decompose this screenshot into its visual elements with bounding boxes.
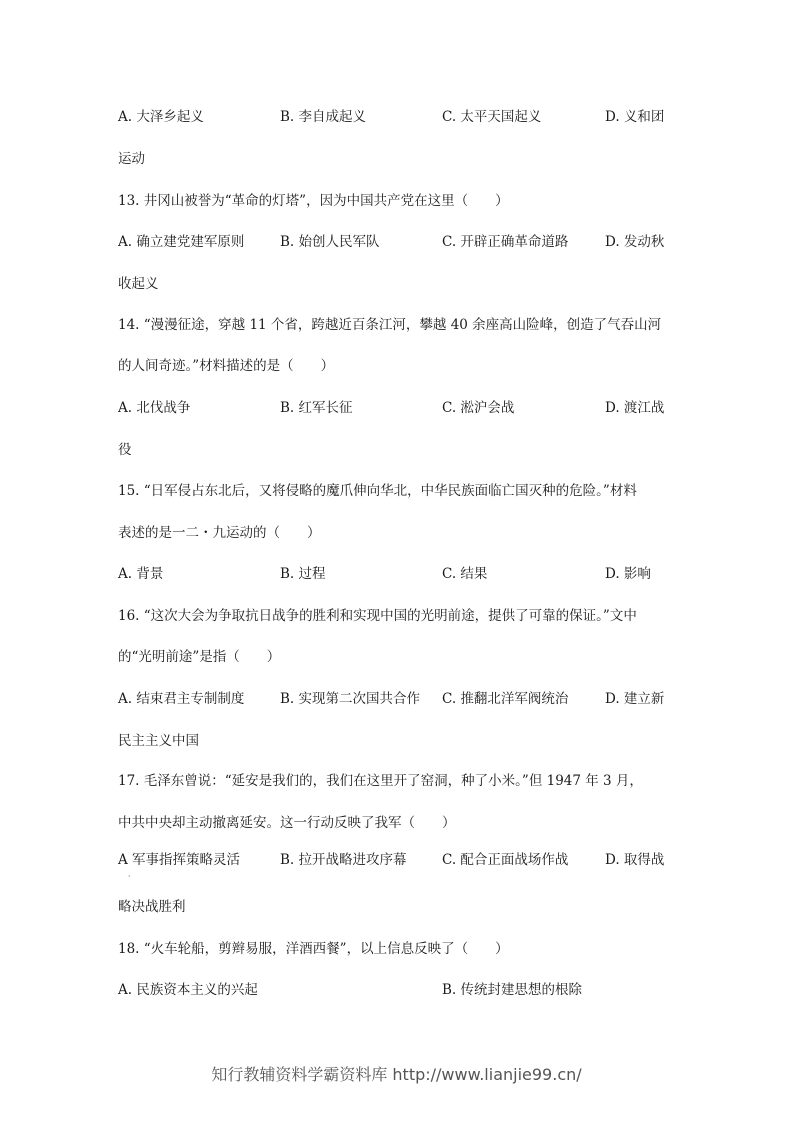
q14-option-a: A. 北伐战争 — [118, 400, 191, 416]
q13-option-c: C. 开辟正确革命道路 — [442, 234, 569, 250]
q16-stem-line2: 的“光明前途”是指（ ） — [118, 649, 281, 665]
q16-option-c: C. 推翻北洋军阀统治 — [442, 691, 569, 707]
q15-option-a: A. 背景 — [118, 566, 164, 582]
q17-option-c: C. 配合正面战场作战 — [442, 852, 569, 868]
q17-option-d: D. 取得战 — [605, 852, 665, 868]
q17-stem-line2: 中共中央却主动撤离延安。这一行动反映了我军（ ） — [118, 815, 456, 831]
footer-source: 知行教辅资料学霸资料库 http://www.lianjie99.cn/ — [211, 1065, 582, 1084]
q12-option-b: B. 李自成起义 — [280, 109, 367, 125]
q18-option-a: A. 民族资本主义的兴起 — [118, 982, 258, 998]
q14-stem-line2: 的人间奇迹。”材料描述的是（ ） — [118, 358, 335, 374]
q15-option-b: B. 过程 — [280, 566, 326, 582]
q13-option-d: D. 发动秋 — [605, 234, 665, 250]
q16-option-d-continued: 民主主义中国 — [118, 733, 199, 749]
q13-stem: 13. 井冈山被誉为“革命的灯塔”，因为中国共产党在这里（ ） — [118, 193, 509, 209]
q14-option-d: D. 渡江战 — [605, 400, 665, 416]
q16-option-d: D. 建立新 — [605, 691, 665, 707]
q17-option-a: A 军事指挥策略灵活 — [118, 852, 241, 868]
q13-option-d-continued: 收起义 — [118, 276, 159, 292]
q16-stem-line1: 16. “这次大会为争取抗日战争的胜利和实现中国的光明前途，提供了可靠的保证。”文中 — [118, 608, 637, 624]
q15-option-c: C. 结果 — [442, 566, 488, 582]
q13-option-b: B. 始创人民军队 — [280, 234, 380, 250]
q18-stem: 18. “火车轮船，剪辫易服，洋酒西餐”，以上信息反映了（ ） — [118, 941, 509, 957]
q12-option-d-continued: 运动 — [118, 151, 145, 167]
q18-option-b: B. 传统封建思想的根除 — [442, 982, 583, 998]
q14-option-d-continued: 役 — [118, 442, 132, 458]
q16-option-a: A. 结束君主专制制度 — [118, 691, 245, 707]
q12-option-a: A. 大泽乡起义 — [118, 109, 204, 125]
q17-option-d-continued: 略决战胜利 — [118, 899, 186, 915]
q16-option-b: B. 实现第二次国共合作 — [280, 691, 421, 707]
q15-option-d: D. 影响 — [605, 566, 651, 582]
q14-option-b: B. 红军长征 — [280, 400, 353, 416]
q13-option-a: A. 确立建党建军原则 — [118, 234, 245, 250]
q15-stem-line2: 表述的是一二・九运动的（ ） — [118, 525, 321, 541]
q14-option-c: C. 淞沪会战 — [442, 400, 515, 416]
q12-option-d: D. 义和团 — [605, 109, 665, 125]
q12-option-c: C. 太平天国起义 — [442, 109, 542, 125]
stray-mark: · — [128, 872, 131, 881]
q17-option-b: B. 拉开战略进攻序幕 — [280, 852, 407, 868]
q14-stem-line1: 14. “漫漫征途，穿越 11 个省，跨越近百条江河，攀越 40 余座高山险峰，创造了气吞山河 — [118, 317, 662, 333]
q15-stem-line1: 15. “日军侵占东北后，又将侵略的魔爪伸向华北，中华民族面临亡国灭种的危险。”材料 — [118, 483, 637, 499]
q17-stem-line1: 17. 毛泽东曾说：“延安是我们的，我们在这里开了窑洞，种了小米。”但 1947 年 3 月， — [118, 773, 643, 789]
